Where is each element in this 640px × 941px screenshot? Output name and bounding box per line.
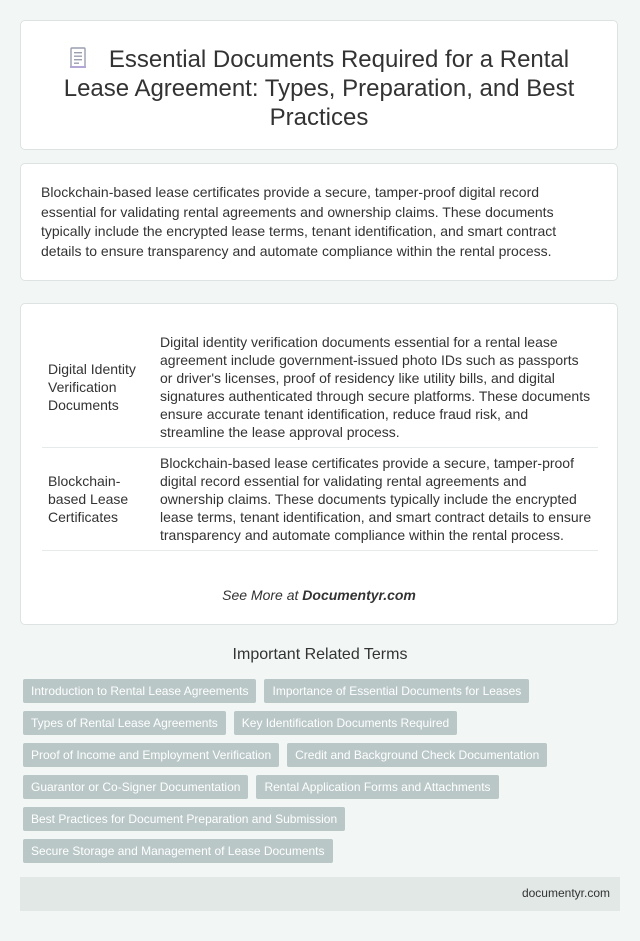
related-term-tag[interactable]: Rental Application Forms and Attachments (256, 775, 498, 799)
related-terms-tags (23, 679, 623, 871)
table-row (42, 448, 598, 551)
tag-row (23, 679, 623, 703)
table-row (42, 327, 598, 448)
related-term-tag[interactable]: Guarantor or Co-Signer Documentation (23, 775, 248, 799)
table-term: Digital Identity Verification Documents (42, 327, 154, 448)
related-term-tag[interactable]: Secure Storage and Management of Lease Documents (23, 839, 333, 863)
see-more-site: Documentyr.com (302, 587, 416, 603)
footer-site-link[interactable]: documentyr.com (521, 886, 610, 900)
document-icon (69, 47, 87, 69)
see-more-link[interactable] (21, 587, 617, 603)
related-term-tag[interactable]: Key Identification Documents Required (234, 711, 457, 735)
tag-row (23, 775, 623, 799)
related-term-tag[interactable]: Introduction to Rental Lease Agreements (23, 679, 256, 703)
table-description: Digital identity verification documents essential for a rental lease agreement include government-issued photo IDs such as passports or driver's licenses, proof of residency like utility bills, and digital signatures authenticated through secure platforms. These documents ensure accurate tenant identification, reduce fraud risk, and streamline the lease approval process. (154, 327, 598, 448)
related-term-tag[interactable]: Proof of Income and Employment Verification (23, 743, 279, 767)
related-term-tag[interactable]: Types of Rental Lease Agreements (23, 711, 226, 735)
tag-row (23, 743, 623, 767)
title-card (20, 20, 618, 150)
intro-text: Blockchain-based lease certificates provide a secure, tamper-proof digital record essential for validating rental agreements and ownership claims. These documents typically include the encrypted lease terms, tenant identification, and smart contract details to ensure transparency and automate compliance within the rental process. (41, 184, 557, 259)
page-title (51, 45, 587, 132)
related-terms-heading: Important Related Terms (232, 646, 408, 663)
tag-row (23, 711, 623, 735)
footer (20, 877, 620, 911)
see-more-prefix: See More at (222, 587, 303, 603)
related-term-tag[interactable]: Credit and Background Check Documentation (287, 743, 547, 767)
related-term-tag[interactable]: Importance of Essential Documents for Leases (264, 679, 529, 703)
table-term: Blockchain-based Lease Certificates (42, 448, 154, 551)
page-title-text: Essential Documents Required for a Rental Lease Agreement: Types, Preparation, and Best Practices (63, 46, 575, 131)
documents-table (42, 327, 598, 551)
table-description: Blockchain-based lease certificates provide a secure, tamper-proof digital record essential for validating rental agreements and ownership claims. These documents typically include the encrypted lease terms, tenant identification, and smart contract details to ensure transparency and automate compliance within the rental process. (154, 448, 598, 551)
tag-row (23, 839, 623, 863)
related-term-tag[interactable]: Best Practices for Document Preparation and Submission (23, 807, 345, 831)
tag-row (23, 807, 623, 831)
documents-table-card (20, 303, 618, 625)
intro-card (20, 163, 618, 281)
